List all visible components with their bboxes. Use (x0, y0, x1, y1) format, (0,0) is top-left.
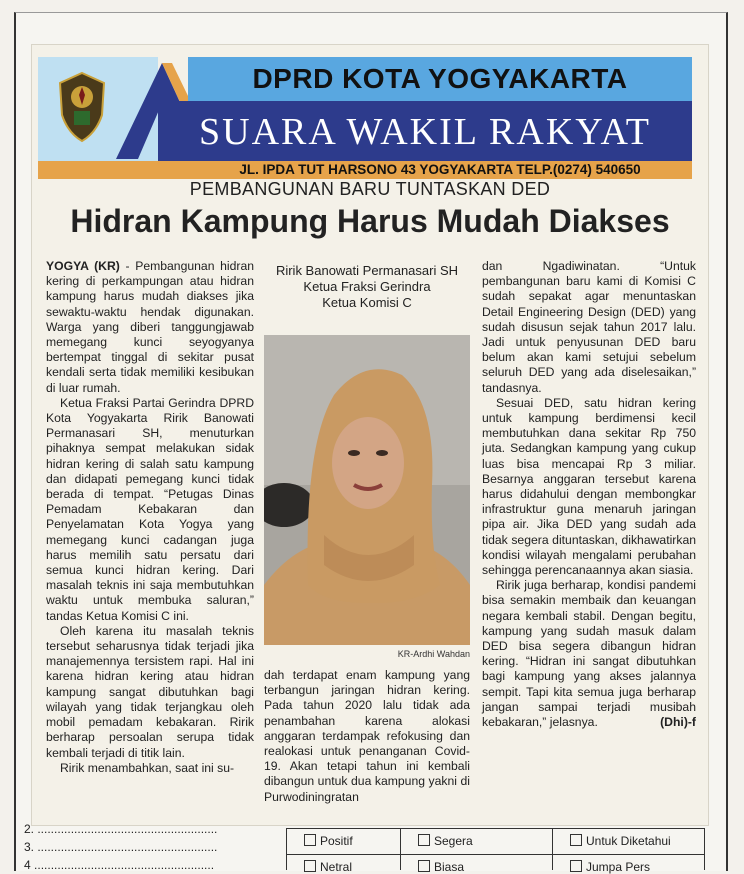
masthead (38, 57, 692, 177)
checkbox[interactable] (570, 834, 582, 846)
checkbox[interactable] (304, 860, 316, 872)
option-segera[interactable]: Segera (418, 834, 473, 848)
paragraph: YOGYA (KR) - Pembangunan hidran kering di perkampungan atau hidran kampung harus mudah diakses jika sewaktu-waktu hendak digunakan. Warga yang diberi tanggungjawab memegang kunci seyogyanya bertempat tinggal di sekitar pusat kendali serta tidak memiliki kesibukan di luar rumah. (46, 259, 255, 395)
caption-role-2: Ketua Komisi C (322, 295, 412, 310)
article-column-3 (482, 259, 696, 730)
form-divider (552, 828, 553, 870)
form-divider (286, 828, 287, 870)
paragraph: dah terdapat enam kampung yang terbangun jaringan hidran kering. Pada tahun 2020 lalu tidak ada penambahan karena alokasi anggaran terdampak refokusing dan realokasi untuk penanganan Covid-19. Akan tetapi tahun ini kembali dibangun untuk dua kampung yakni di Purwodiningratan (264, 668, 470, 804)
dateline: YOGYA (KR) (46, 259, 120, 273)
option-jumpa-pers[interactable]: Jumpa Pers (570, 860, 650, 874)
form-divider (704, 828, 705, 870)
paragraph: Oleh karena itu masalah teknis tersebut seharusnya tidak terjadi jika manajemennya tersistem rapi. Hal ini karena hidran kering atau hidran kampung sangat dibutuhkan bagi wilayah yang tidak terjangkau oleh mobil pemadam kebakaran. Ririk berharap persoalan serupa tidak kembali terjadi di titik lain. (46, 623, 254, 760)
paragraph: Ririk juga berharap, kondisi pandemi bisa semakin membaik dan keuangan negara kembali stabil. Dengan begitu, kampung yang sudah masuk dalam DED bisa segera dibangun hidran kering. “Hidran ini sangat dibutuhkan bagi kampung yang akses jalannya sempit. Tapi kita semua juga berharap jangan sampai terjadi musibah kebakaran,” jelasnya. (Dhi)-f (482, 578, 696, 730)
masthead-title: SUARA WAKIL RAKYAT (199, 111, 651, 153)
form-divider (286, 854, 704, 855)
form-line: 4 ...................................................... (24, 858, 215, 872)
option-untuk-diketahui[interactable]: Untuk Diketahui (570, 834, 671, 848)
paragraph: Sesuai DED, satu hidran kering untuk kampung berdimensi kecil membutuhkan dana sekitar Rp 750 juta. Sedangkan kampung yang cukup luas bisa mencapai Rp 3 miliar. Besarnya anggaran tersebut karena harus didahului dengan membongkar infrastruktur guna menaruh jaringan pipa air. Jika DED yang sudah ada tidak segera dituntaskan, dikhawatirkan kondisi wilayah mengalami perubahan sehingga perencanaannya akan siasia. (482, 395, 696, 578)
portrait-photo (264, 335, 470, 645)
article-column-2 (264, 668, 470, 805)
masthead-org: DPRD KOTA YOGYAKARTA (252, 63, 628, 94)
form-divider (286, 828, 704, 829)
paragraph: Ketua Fraksi Partai Gerindra DPRD Kota Yogyakarta Ririk Banowati Permanasari SH, menuturkan pihaknya sempat melakukan sidak hidran kering di salah satu kampung dan didapati pemegang kunci tidak berada di tempat. “Petugas Dinas Pemadam Kebakaran dan Penyelamatan Kota Yogya yang memegang kunci cadangan juga harus memilih satu persatu dari semua kunci hidran kering. Dari masalah teknis ini saja membutuhkan waktu untuk membuka saluran,” tandas Ketua Komisi C ini. (46, 395, 254, 623)
signoff: (Dhi)-f (660, 715, 696, 730)
option-biasa[interactable]: Biasa (418, 860, 464, 874)
masthead-address: JL. IPDA TUT HARSONO 43 YOGYAKARTA TELP.(0274) 540650 (239, 162, 641, 177)
article-kicker: PEMBANGUNAN BARU TUNTASKAN DED (189, 179, 551, 199)
portrait-illustration (264, 335, 470, 645)
checkbox[interactable] (570, 860, 582, 872)
photo-credit: KR-Ardhi Wahdan (397, 649, 470, 659)
paragraph: dan Ngadiwinatan. “Untuk pembangunan baru kami di Komisi C sudah sepakat agar menuntaskan Detail Engineering Design (DED) yang sudah disusun sejak tahun 2017 lalu. Jadi untuk penyusunan DED baru belum akan kami setujui sebelum seluruh DED yang ada diselesaikan,” tandasnya. (482, 259, 696, 395)
option-positif[interactable]: Positif (304, 834, 353, 848)
option-netral[interactable]: Netral (304, 860, 352, 874)
article-headline: Hidran Kampung Harus Mudah Diakses (70, 203, 670, 239)
photo-caption (264, 263, 470, 311)
checkbox[interactable] (418, 860, 430, 872)
caption-role-1: Ketua Fraksi Gerindra (303, 279, 431, 294)
municipal-crest-icon (56, 71, 108, 143)
article-column-1 (46, 259, 254, 776)
clipping-form (14, 822, 726, 874)
newspaper-clipping (31, 44, 709, 826)
checkbox[interactable] (418, 834, 430, 846)
form-line: 2. ...................................................... (24, 822, 218, 836)
form-line: 3. ...................................................... (24, 840, 218, 854)
paragraph: Ririk menambahkan, saat ini su- (60, 760, 235, 775)
caption-name: Ririk Banowati Permanasari SH (275, 263, 459, 278)
checkbox[interactable] (304, 834, 316, 846)
form-divider (400, 828, 401, 870)
